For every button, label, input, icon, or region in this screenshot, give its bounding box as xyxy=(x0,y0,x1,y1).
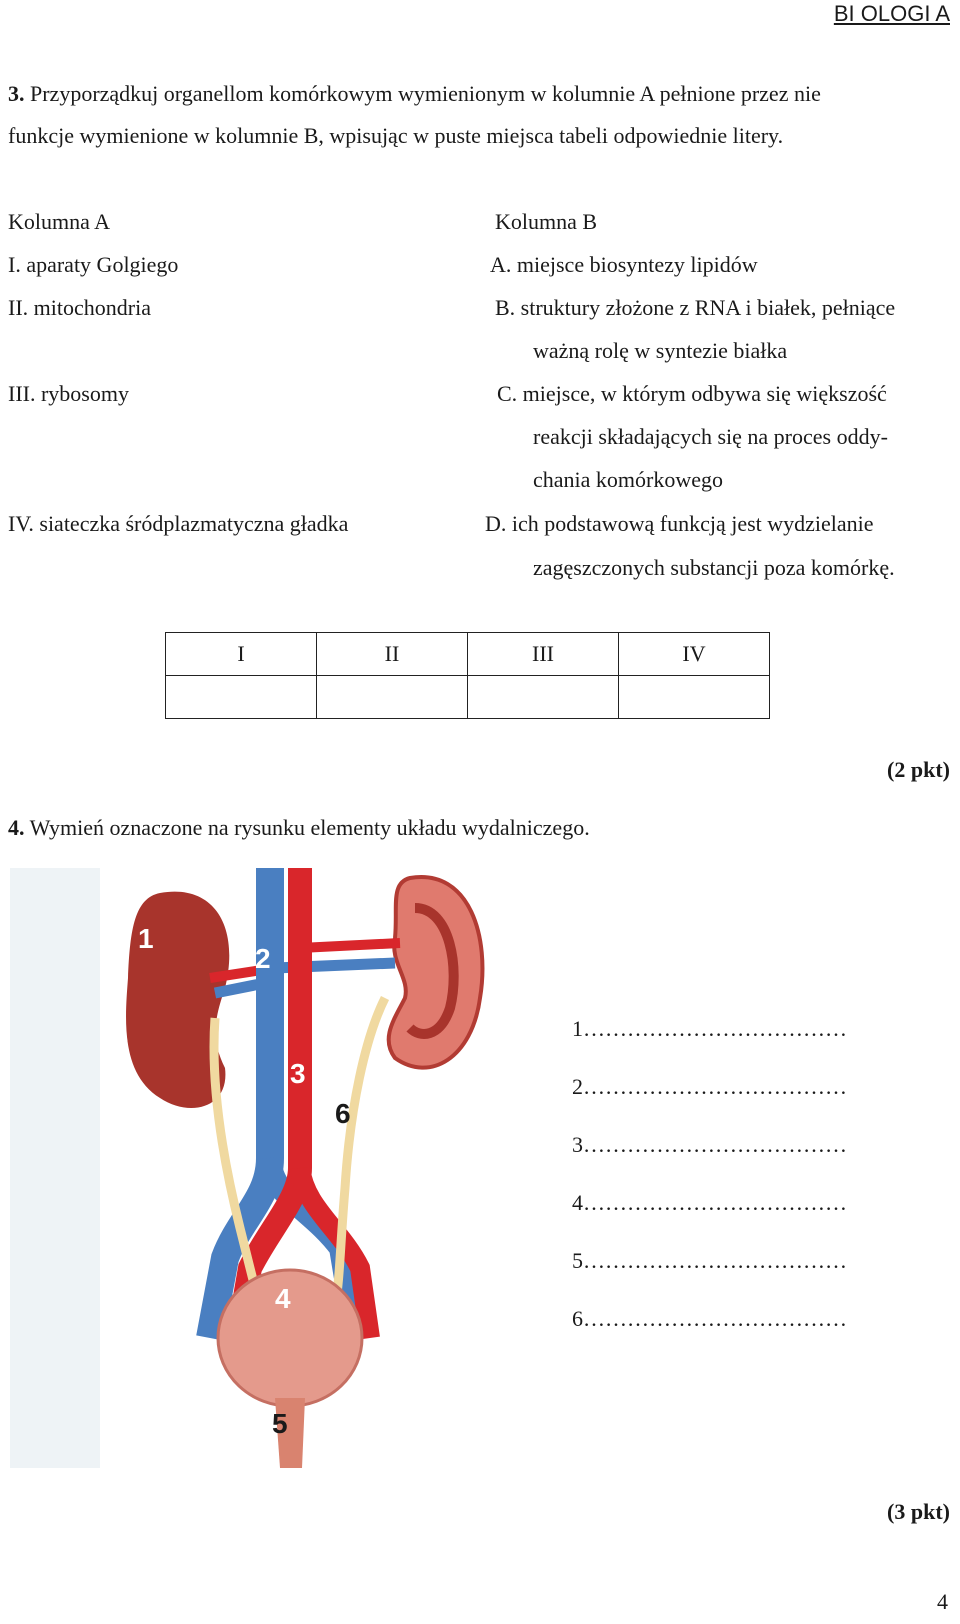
header-subject: BI OLOGI A xyxy=(833,1,950,26)
answer-line-6[interactable]: 6……………………………… xyxy=(572,1306,847,1331)
q3-points: (2 pkt) xyxy=(887,757,950,782)
q3-text-line1: 3. Przyporządkuj organellom komórkowym wymienionym w kolumnie A pełnione przez nie xyxy=(8,81,821,106)
figure-label-2: 2 xyxy=(255,943,271,974)
figure-label-6: 6 xyxy=(335,1098,351,1129)
q3-text-line2: funkcje wymienione w kolumnie B, wpisując w puste miejsca tabeli odpowiednie litery. xyxy=(8,123,784,148)
col-b-item-d-line2: zagęszczonych substancji poza komórkę. xyxy=(533,555,895,580)
col-a-heading: Kolumna A xyxy=(8,209,111,234)
col-b-item-b-line1: B. struktury złożone z RNA i białek, pełniące xyxy=(495,295,896,320)
col-b-item-c-line3: chania komórkowego xyxy=(533,467,723,492)
q4-points: (3 pkt) xyxy=(887,1499,950,1524)
answer-line-4[interactable]: 4……………………………… xyxy=(572,1190,847,1215)
col-b-item-b-line2: ważną rolę w syntezie białka xyxy=(533,338,788,363)
right-kidney xyxy=(389,877,483,1068)
answer-table xyxy=(165,632,770,719)
q3-number: 3. xyxy=(8,81,25,106)
answer-cell[interactable] xyxy=(619,676,770,719)
figure-background-strip xyxy=(10,868,100,1468)
page-number: 4 xyxy=(937,1589,948,1614)
excretory-system-figure xyxy=(10,868,560,1468)
q4-text: 4. Wymień oznaczone na rysunku elementy układu wydalniczego. xyxy=(8,815,590,840)
answer-cell[interactable] xyxy=(468,676,619,719)
answer-table-input-row xyxy=(166,676,770,719)
col-a-item-3: III. rybosomy xyxy=(8,381,129,406)
answer-table-header: I xyxy=(166,633,317,676)
col-b-item-c-line1: C. miejsce, w którym odbywa się większość xyxy=(497,381,887,406)
right-renal-artery xyxy=(300,943,400,948)
answer-line-1[interactable]: 1……………………………… xyxy=(572,1016,847,1041)
col-b-heading: Kolumna B xyxy=(495,209,598,234)
col-a-item-4: IV. siateczka śródplazmatyczna gładka xyxy=(8,511,349,536)
answer-line-3[interactable]: 3……………………………… xyxy=(572,1132,847,1157)
col-b-item-c-line2: reakcji składających się na proces oddy- xyxy=(533,424,888,449)
col-b-item-d-line1: D. ich podstawową funkcją jest wydzielanie xyxy=(485,511,874,536)
answer-cell[interactable] xyxy=(166,676,317,719)
answer-cell[interactable] xyxy=(317,676,468,719)
answer-table-header: II xyxy=(317,633,468,676)
col-a-item-1: I. aparaty Golgiego xyxy=(8,252,179,277)
col-a-item-2: II. mitochondria xyxy=(8,295,151,320)
answer-table-header: III xyxy=(468,633,619,676)
answer-table-header: IV xyxy=(619,633,770,676)
figure-label-5: 5 xyxy=(272,1408,288,1439)
figure-label-3: 3 xyxy=(290,1058,306,1089)
figure-label-1: 1 xyxy=(138,923,154,954)
col-b-item-a: A. miejsce biosyntezy lipidów xyxy=(490,252,758,277)
q4-number: 4. xyxy=(8,815,25,840)
answer-line-2[interactable]: 2……………………………… xyxy=(572,1074,847,1099)
answer-table-header-row xyxy=(166,633,770,676)
figure-label-4: 4 xyxy=(275,1283,291,1314)
answer-line-5[interactable]: 5……………………………… xyxy=(572,1248,847,1273)
